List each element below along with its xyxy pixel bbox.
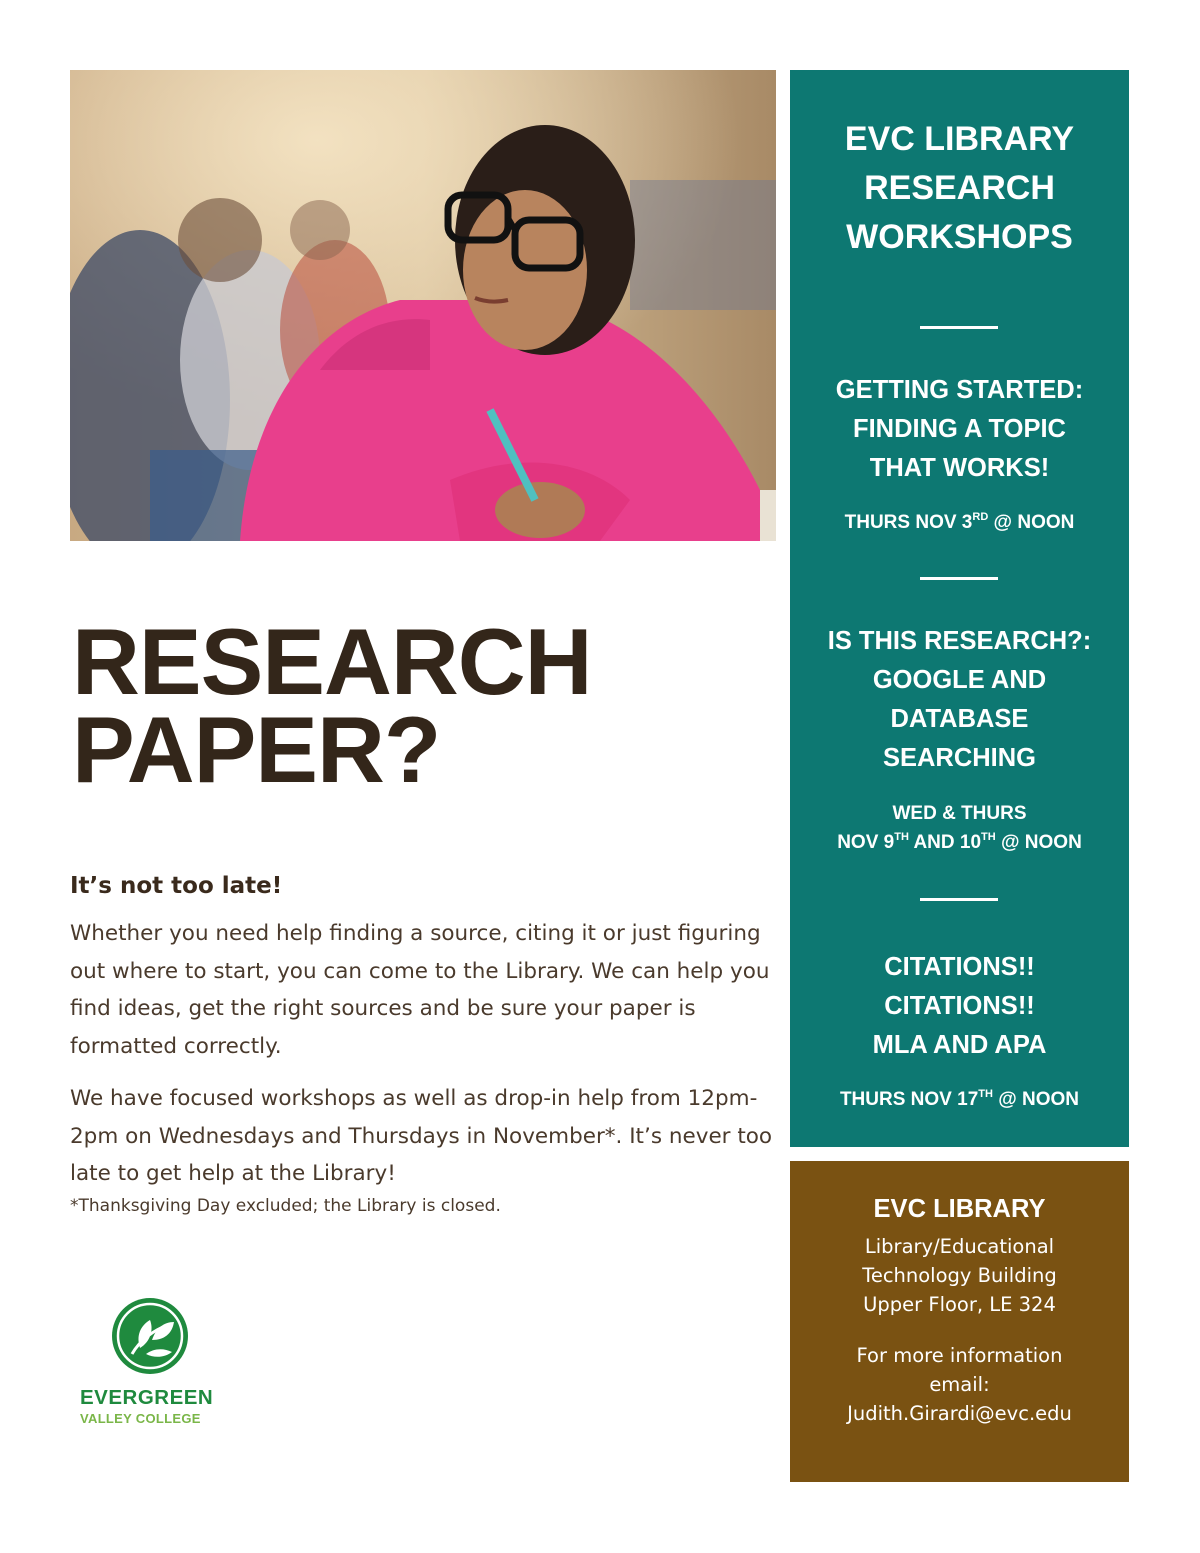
date-text: @ NOON bbox=[995, 832, 1082, 853]
workshop-title-line: GETTING STARTED: bbox=[835, 376, 1084, 404]
subhead: It’s not too late! bbox=[70, 873, 283, 899]
workshop-title-line: CITATIONS!! bbox=[884, 992, 1035, 1020]
workshop-title-line: MLA AND APA bbox=[872, 1031, 1047, 1059]
date-text: NOV 9 bbox=[837, 832, 895, 853]
location-line: Upper Floor, LE 324 bbox=[863, 1293, 1056, 1316]
workshop-3-title bbox=[790, 948, 1129, 1065]
location-line: Library/Educational bbox=[864, 1235, 1055, 1258]
footnote: *Thanksgiving Day excluded; the Library is closed. bbox=[70, 1196, 501, 1216]
panel-title bbox=[790, 115, 1129, 262]
workshop-title-line: CITATIONS!! bbox=[884, 953, 1035, 981]
date-text: WED & THURS bbox=[892, 803, 1027, 824]
headline-line-2: PAPER? bbox=[72, 697, 441, 802]
drop-in-paragraph: We have focused workshops as well as drop-in help from 12pm-2pm on Wednesdays and Thursdays in November*. It’s never too late to get help at the Library! bbox=[70, 1086, 773, 1186]
date-text: AND 10 bbox=[908, 832, 982, 853]
intro-paragraph: Whether you need help finding a source, citing it or just figuring out where to start, you can come to the Library. We can help you find ideas, get the right sources and be sure your paper is formatted correctly. bbox=[70, 921, 770, 1059]
date-text: THURS NOV 3 bbox=[844, 512, 973, 533]
divider bbox=[920, 577, 998, 580]
contact-email-link[interactable]: Judith.Girardi@evc.edu bbox=[847, 1402, 1072, 1425]
college-logo bbox=[80, 1296, 220, 1426]
workshop-1-date bbox=[790, 508, 1129, 537]
panel-title-line: WORKSHOPS bbox=[846, 218, 1073, 256]
panel-title-line: EVC LIBRARY bbox=[844, 120, 1075, 158]
contact-info bbox=[790, 1341, 1129, 1428]
info-line: For more information bbox=[856, 1344, 1063, 1367]
date-text: THURS NOV 17 bbox=[839, 1089, 979, 1110]
date-suffix: TH bbox=[978, 1088, 993, 1100]
divider bbox=[920, 898, 998, 901]
location-line: Technology Building bbox=[862, 1264, 1057, 1287]
workshop-1-title bbox=[790, 371, 1129, 488]
panel-title-line: RESEARCH bbox=[864, 169, 1055, 207]
info-line: email: bbox=[929, 1373, 990, 1396]
date-suffix: TH bbox=[894, 831, 909, 843]
logo-text-evergreen: EVERGREEN bbox=[80, 1386, 214, 1409]
leaf-emblem-icon bbox=[110, 1296, 190, 1376]
contact-panel bbox=[790, 1161, 1129, 1482]
workshop-2-date bbox=[790, 799, 1129, 857]
logo-text-valley-college: VALLEY COLLEGE bbox=[80, 1411, 201, 1426]
workshop-title-line: THAT WORKS! bbox=[869, 454, 1050, 482]
workshop-title-line: IS THIS RESEARCH?: bbox=[827, 627, 1092, 655]
date-text: @ NOON bbox=[988, 512, 1075, 533]
contact-title: EVC LIBRARY bbox=[873, 1195, 1046, 1223]
workshops-panel bbox=[790, 70, 1129, 1147]
headline bbox=[72, 609, 772, 802]
workshop-3-date bbox=[790, 1085, 1129, 1114]
date-text: @ NOON bbox=[992, 1089, 1080, 1110]
workshop-2-title bbox=[790, 622, 1129, 778]
divider bbox=[920, 326, 998, 329]
student-photo bbox=[70, 70, 776, 541]
workshop-title-line: FINDING A TOPIC bbox=[853, 415, 1066, 443]
date-suffix: RD bbox=[972, 511, 989, 523]
workshop-title-line: SEARCHING bbox=[882, 744, 1036, 772]
library-location bbox=[790, 1232, 1129, 1319]
headline-line-1: RESEARCH bbox=[72, 609, 592, 714]
workshop-title-line: DATABASE bbox=[890, 705, 1029, 733]
date-suffix: TH bbox=[981, 831, 996, 843]
workshop-title-line: GOOGLE AND bbox=[872, 666, 1047, 694]
